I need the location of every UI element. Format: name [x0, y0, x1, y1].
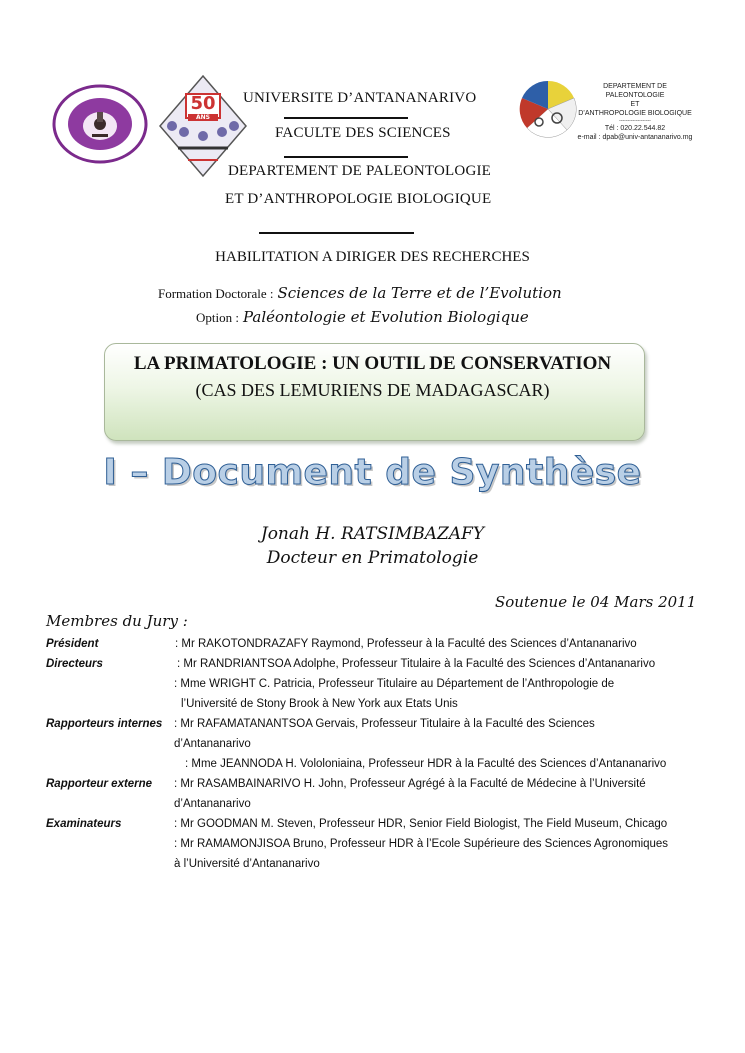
- jury-role-examiners: Examinateurs: [46, 818, 122, 830]
- option-value: Paléontologie et Evolution Biologique: [242, 308, 529, 326]
- jury-role-external: Rapporteur externe: [46, 778, 153, 790]
- formation-label: Formation Doctorale :: [158, 286, 274, 301]
- dept-box-line1: DEPARTEMENT DE: [603, 83, 667, 90]
- jury-member-examiner-2-cont: à l’Université d’Antananarivo: [174, 858, 320, 870]
- jury-member-director-2: : Mme WRIGHT C. Patricia, Professeur Titulaire au Département de l’Anthropologie de: [174, 678, 615, 690]
- formation-line: [158, 284, 562, 303]
- jury-member-external-cont: d’Antananarivo: [174, 798, 251, 810]
- author-degree: Docteur en Primatologie: [266, 548, 479, 568]
- jury-member-director-2-cont: l’Université de Stony Brook à New York aux Etats Unis: [181, 698, 458, 710]
- thesis-subtitle: (CAS DES LEMURIENS DE MADAGASCAR): [195, 380, 550, 400]
- jury-member-internal-1-cont: d’Antananarivo: [174, 738, 251, 750]
- faculty-seal-logo: [52, 84, 148, 164]
- dept-box-line2: PALEONTOLOGIE: [605, 92, 665, 99]
- dept-box-separator: -------------------: [619, 118, 651, 124]
- dept-box-line4: D’ANTHROPOLOGIE BIOLOGIQUE: [578, 110, 692, 117]
- header-rule-1: [284, 117, 408, 119]
- jury-role-internal: Rapporteurs internes: [46, 718, 163, 730]
- author-name: Jonah H. RATSIMBAZAFY: [260, 524, 485, 544]
- document-type-title: I – Document de Synthèse: [103, 452, 642, 493]
- jury-role-directors: Directeurs: [46, 658, 103, 670]
- jury-member-examiner-1: : Mr GOODMAN M. Steven, Professeur HDR, Senior Field Biologist, The Field Museum, Chicago: [174, 818, 668, 830]
- department-line-1: DEPARTEMENT DE PALEONTOLOGIE: [228, 163, 492, 179]
- defense-date: Soutenue le 04 Mars 2011: [495, 593, 697, 611]
- header-rule-2: [284, 156, 408, 158]
- jury-member-examiner-2: : Mr RAMAMONJISOA Bruno, Professeur HDR à l’Ecole Supérieure des Sciences Agronomiques: [174, 838, 669, 850]
- department-line-2: ET D’ANTHROPOLOGIE BIOLOGIQUE: [225, 191, 492, 207]
- dept-box-email: e-mail : dpab@univ-antananarivo.mg: [577, 134, 693, 141]
- option-line: [196, 308, 529, 327]
- jury-role-president: Président: [46, 638, 99, 650]
- hdr-title: HABILITATION A DIRIGER DES RECHERCHES: [215, 249, 530, 265]
- option-label: Option :: [196, 310, 239, 325]
- jury-member-director-1: : Mr RANDRIANTSOA Adolphe, Professeur Titulaire à la Faculté des Sciences d’Antananarivo: [177, 658, 656, 670]
- dept-box-line3: ET: [630, 101, 640, 108]
- jury-title: Membres du Jury :: [46, 612, 188, 630]
- header-rule-3: [259, 232, 414, 234]
- university-name: UNIVERSITE D’ANTANANARIVO: [243, 90, 477, 106]
- faculty-name: FACULTE DES SCIENCES: [275, 125, 451, 141]
- jury-member-internal-1: : Mr RAFAMATANANTSOA Gervais, Professeur Titulaire à la Faculté des Sciences: [174, 718, 595, 730]
- anniversary-number: 50: [190, 93, 216, 114]
- jury-member-internal-2: : Mme JEANNODA H. Vololoniaina, Professeur HDR à la Faculté des Sciences d’Antananarivo: [185, 758, 667, 770]
- anniversary-label: ANS: [188, 114, 218, 121]
- jury-member-president: : Mr RAKOTONDRAZAFY Raymond, Professeur à la Faculté des Sciences d’Antananarivo: [175, 638, 637, 650]
- department-contact-box: [567, 82, 703, 142]
- formation-value: Sciences de la Terre et de l’Evolution: [277, 284, 562, 302]
- jury-member-external: : Mr RASAMBAINARIVO H. John, Professeur Agrégé à la Faculté de Médecine à l’Université: [174, 778, 646, 790]
- dept-box-tel: Tél : 020.22.544.82: [604, 125, 666, 132]
- thesis-title: LA PRIMATOLOGIE : UN OUTIL DE CONSERVATION: [133, 353, 612, 374]
